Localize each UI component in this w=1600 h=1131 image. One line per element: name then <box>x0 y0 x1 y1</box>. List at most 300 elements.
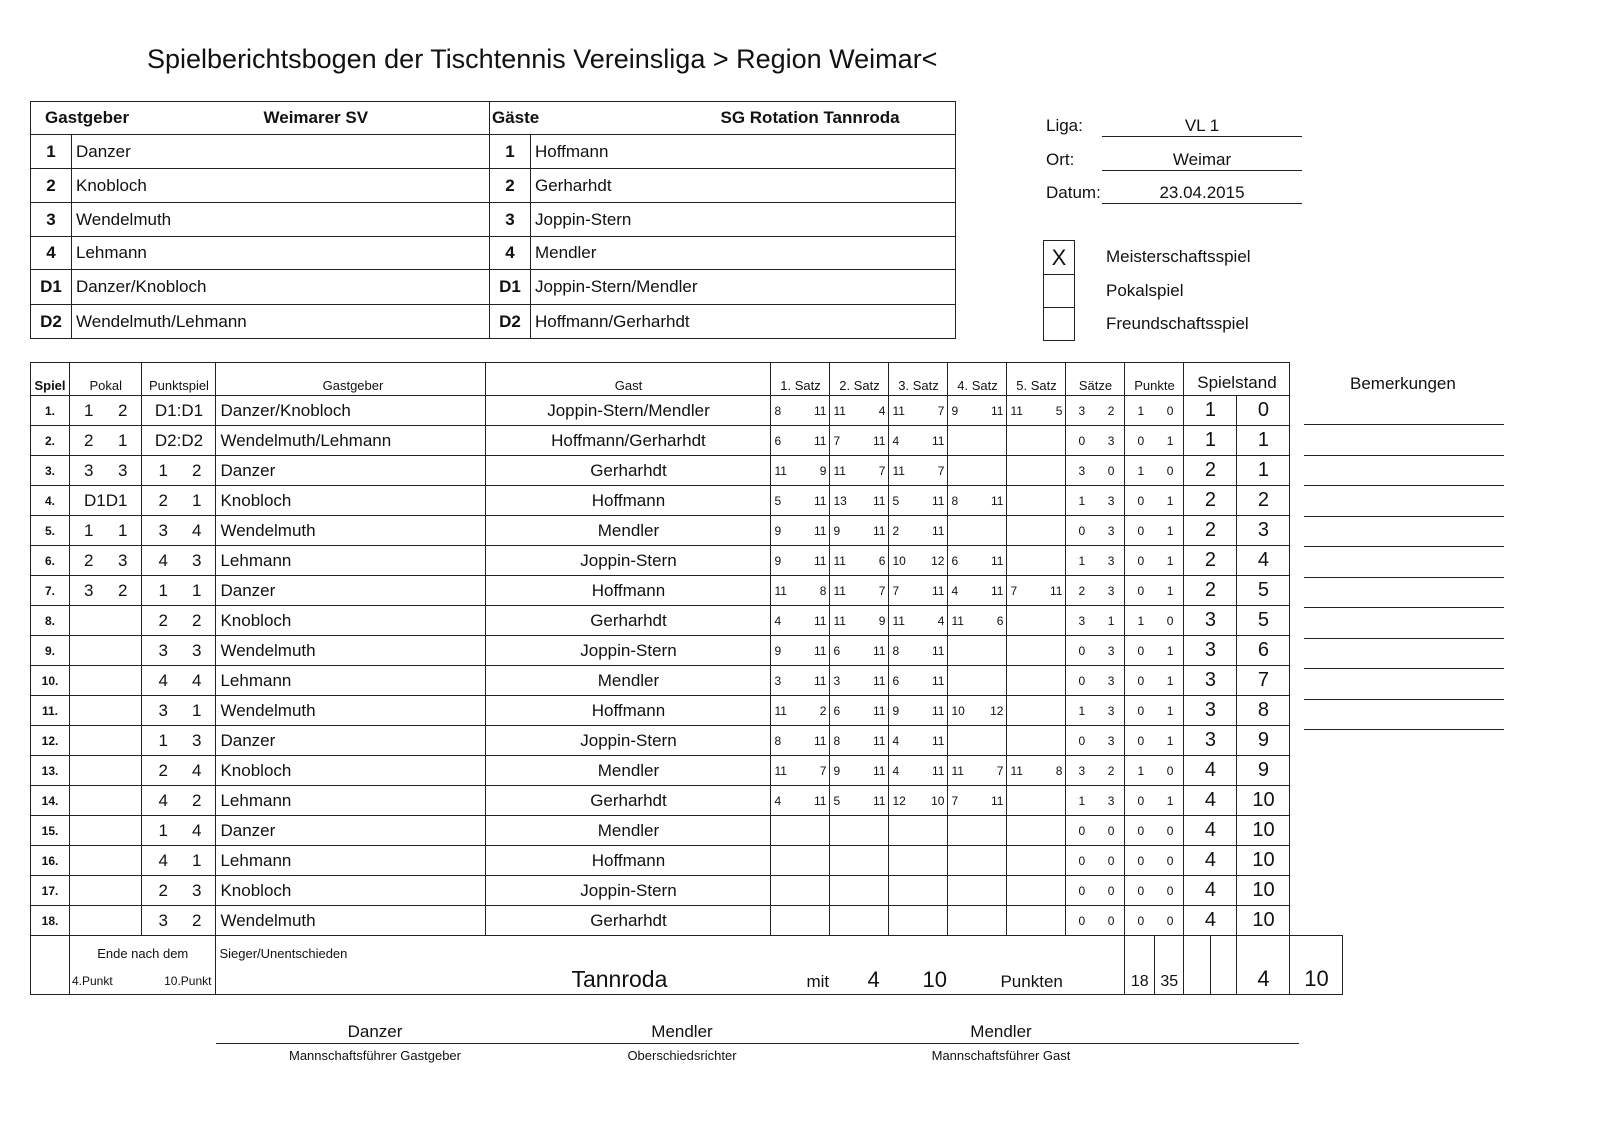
punktspiel-b: 2 <box>192 610 202 630</box>
game-row <box>31 876 1343 906</box>
punkte-host: 1 <box>1137 763 1145 778</box>
guest-player-num: 2 <box>490 169 531 203</box>
host-player-name: Danzer/Knobloch <box>72 270 490 305</box>
set-guest-points: 11 <box>873 793 886 808</box>
set-guest-points: 4 <box>937 613 945 628</box>
set-host-points: 11 <box>833 553 846 568</box>
set-host-points: 11 <box>774 583 787 598</box>
spielstand-guest: 1 <box>1237 456 1290 486</box>
set-guest-points: 11 <box>991 493 1004 508</box>
game-number: 15. <box>31 816 70 846</box>
saetze-guest: 3 <box>1107 553 1115 568</box>
set-host-points: 2 <box>892 523 900 538</box>
set-guest-points: 11 <box>932 583 945 598</box>
host-player: Danzer/Knobloch <box>216 396 486 426</box>
punkte-guest: 1 <box>1166 703 1174 718</box>
saetze-guest: 3 <box>1107 583 1115 598</box>
punktspiel-b: 1 <box>192 580 202 600</box>
col-spiel: Spiel <box>31 363 70 396</box>
punktspiel-a: 4 <box>158 550 168 570</box>
punkte-guest: 0 <box>1166 883 1174 898</box>
set-host-points: 4 <box>774 613 782 628</box>
col-punktspiel: Punktspiel <box>142 363 216 396</box>
punkte-guest: 1 <box>1166 673 1174 688</box>
set-guest-points: 11 <box>814 433 827 448</box>
punkte-host: 0 <box>1137 913 1145 928</box>
set-host-points: 4 <box>951 583 959 598</box>
saetze-guest: 3 <box>1107 433 1115 448</box>
set-host-points: 9 <box>833 523 841 538</box>
guest-player-name: Joppin-Stern <box>531 203 956 237</box>
punktspiel-a: 3 <box>158 640 168 660</box>
punktspiel-b: 4 <box>192 820 202 840</box>
set-guest-points: 11 <box>932 493 945 508</box>
spielstand-host: 2 <box>1184 486 1237 516</box>
guest-player-num: D1 <box>490 270 531 305</box>
host-player: Danzer <box>216 816 486 846</box>
col-satz3: 3. Satz <box>889 363 948 396</box>
sieger-value: Tannroda <box>571 966 668 992</box>
set-guest-points: 11 <box>991 403 1004 418</box>
pokal-b: 3 <box>118 550 128 570</box>
set-host-points: 11 <box>833 463 846 478</box>
saetze-guest: 3 <box>1107 733 1115 748</box>
pokal-b: 3 <box>118 460 128 480</box>
guest-player: Hoffmann <box>486 696 771 726</box>
punkte-host: 1 <box>1137 613 1145 628</box>
punktspiel: D1:D1 <box>142 396 216 426</box>
punktspiel-b: 4 <box>192 670 202 690</box>
ende-b: 10.Punkt <box>164 974 212 988</box>
saetze-host: 3 <box>1078 613 1086 628</box>
guest-player-name: Mendler <box>531 237 956 270</box>
set-host-points: 7 <box>892 583 900 598</box>
saetze-total-a: 18 <box>1125 936 1155 994</box>
set-guest-points: 11 <box>814 793 827 808</box>
punktspiel-b: 2 <box>192 790 202 810</box>
guest-player-name: Hoffmann <box>531 135 956 169</box>
game-number: 12. <box>31 726 70 756</box>
set-host-points: 9 <box>774 523 782 538</box>
remark-line[interactable] <box>1304 546 1504 547</box>
host-player: Knobloch <box>216 486 486 516</box>
remark-line[interactable] <box>1304 424 1504 425</box>
game-row <box>31 726 1343 756</box>
punktspiel-b: 3 <box>192 880 202 900</box>
remark-line[interactable] <box>1304 729 1504 730</box>
set-host-points: 7 <box>833 433 841 448</box>
set-guest-points: 7 <box>878 463 886 478</box>
guest-player-num: 4 <box>490 237 531 270</box>
game-number: 16. <box>31 846 70 876</box>
game-row <box>31 606 1343 636</box>
saetze-host: 1 <box>1078 493 1086 508</box>
set-host-points: 11 <box>1010 763 1023 778</box>
guest-player: Mendler <box>486 816 771 846</box>
saetze-guest: 2 <box>1107 763 1115 778</box>
signature-role: Mannschaftsführer Gastgeber <box>289 1048 461 1063</box>
set-host-points: 10 <box>951 703 965 718</box>
game-number: 9. <box>31 636 70 666</box>
saetze-host: 1 <box>1078 703 1086 718</box>
remark-line[interactable] <box>1304 668 1504 669</box>
set-host-points: 5 <box>892 493 900 508</box>
punktspiel-b: 1 <box>192 850 202 870</box>
col-satz1: 1. Satz <box>771 363 830 396</box>
set-guest-points: 6 <box>878 553 886 568</box>
team-row <box>31 237 956 270</box>
punktspiel-a: 4 <box>158 790 168 810</box>
set-host-points: 11 <box>833 613 846 628</box>
col-punkte: Punkte <box>1125 363 1184 396</box>
bemerkungen-label: Bemerkungen <box>1350 374 1456 393</box>
final-stand-b: 10 <box>1290 936 1343 995</box>
game-number: 10. <box>31 666 70 696</box>
set-host-points: 11 <box>774 703 787 718</box>
pokal-a: 1 <box>84 520 94 540</box>
punkte-guest: 0 <box>1166 463 1174 478</box>
set-guest-points: 12 <box>931 553 945 568</box>
punktspiel-b: 3 <box>192 730 202 750</box>
set-host-points: 6 <box>774 433 782 448</box>
spielstand-host: 2 <box>1184 516 1237 546</box>
set-host-points: 9 <box>892 703 900 718</box>
spielstand-host: 4 <box>1184 906 1237 936</box>
punktspiel-a: 1 <box>158 820 168 840</box>
saetze-guest: 0 <box>1107 883 1115 898</box>
set-host-points: 9 <box>833 763 841 778</box>
guest-player: Gerharhdt <box>486 906 771 936</box>
guest-player: Mendler <box>486 666 771 696</box>
spielstand-guest: 10 <box>1237 786 1290 816</box>
ende-label: Ende nach dem <box>97 946 189 961</box>
spielstand-guest: 2 <box>1237 486 1290 516</box>
guest-player: Gerharhdt <box>486 786 771 816</box>
game-number: 8. <box>31 606 70 636</box>
match-type-label: Freundschaftsspiel <box>1106 314 1249 333</box>
spielstand-host: 3 <box>1184 606 1237 636</box>
punkten-label: Punkten <box>1000 972 1063 991</box>
set-guest-points: 7 <box>996 763 1004 778</box>
remark-line[interactable] <box>1304 516 1504 517</box>
set-host-points: 5 <box>833 793 841 808</box>
host-player: Danzer <box>216 456 486 486</box>
game-row <box>31 906 1343 936</box>
saetze-guest: 0 <box>1107 913 1115 928</box>
saetze-guest: 3 <box>1107 673 1115 688</box>
set-guest-points: 7 <box>937 403 945 418</box>
saetze-host: 3 <box>1078 403 1086 418</box>
punkte-guest: 1 <box>1166 643 1174 658</box>
set-host-points: 11 <box>892 403 905 418</box>
set-guest-points: 11 <box>814 643 827 658</box>
saetze-total-b: 35 <box>1160 973 1179 990</box>
signature-role: Mannschaftsführer Gast <box>931 1048 1071 1063</box>
set-guest-points: 11 <box>873 763 886 778</box>
match-type-checkbox[interactable] <box>1043 274 1075 308</box>
signature-name: Mendler <box>651 1022 713 1041</box>
set-guest-points: 8 <box>1055 763 1063 778</box>
punkte-guest: 0 <box>1166 853 1174 868</box>
set-guest-points: 11 <box>873 703 886 718</box>
saetze-host: 0 <box>1078 523 1086 538</box>
spielstand-guest: 10 <box>1237 876 1290 906</box>
saetze-guest: 0 <box>1107 853 1115 868</box>
set-host-points: 11 <box>951 763 964 778</box>
game-number: 3. <box>31 456 70 486</box>
saetze-guest: 1 <box>1107 613 1115 628</box>
punkte-host: 0 <box>1137 643 1145 658</box>
set-host-points: 4 <box>892 733 900 748</box>
game-row <box>31 546 1343 576</box>
punktspiel-a: 3 <box>158 700 168 720</box>
spielstand-guest: 8 <box>1237 696 1290 726</box>
pokal-b: 1 <box>118 430 128 450</box>
game-row <box>31 756 1343 786</box>
spielstand-host: 4 <box>1184 816 1237 846</box>
punkte-guest: 1 <box>1166 793 1174 808</box>
host-player-num: 4 <box>31 237 72 270</box>
host-player: Knobloch <box>216 606 486 636</box>
set-guest-points: 11 <box>814 523 827 538</box>
host-player-name: Wendelmuth <box>72 203 490 237</box>
saetze-host: 0 <box>1078 733 1086 748</box>
host-player-name: Danzer <box>72 135 490 169</box>
summary-score-a: 4 <box>867 967 880 992</box>
remark-line[interactable] <box>1304 607 1504 608</box>
game-row <box>31 816 1343 846</box>
spielstand-host: 4 <box>1184 846 1237 876</box>
liga-value: VL 1 <box>1102 116 1302 137</box>
punktspiel-b: 1 <box>192 700 202 720</box>
col-gast: Gast <box>486 363 771 396</box>
spielstand-host: 3 <box>1184 726 1237 756</box>
set-guest-points: 11 <box>932 703 945 718</box>
guest-player-num: 1 <box>490 135 531 169</box>
team-row <box>31 203 956 237</box>
set-guest-points: 11 <box>814 673 827 688</box>
set-guest-points: 4 <box>878 403 886 418</box>
guest-player: Hoffmann <box>486 576 771 606</box>
set-host-points: 9 <box>774 553 782 568</box>
punkte-guest: 1 <box>1166 433 1174 448</box>
set-host-points: 4 <box>774 793 782 808</box>
spielstand-host: 3 <box>1184 636 1237 666</box>
teams-table <box>30 101 956 339</box>
ort-value: Weimar <box>1102 150 1302 171</box>
spielstand-guest: 5 <box>1237 576 1290 606</box>
match-type-checkbox[interactable]: X <box>1043 240 1075 275</box>
saetze-host: 0 <box>1078 853 1086 868</box>
guest-player: Gerharhdt <box>486 606 771 636</box>
punktspiel-a: 2 <box>158 880 168 900</box>
game-row <box>31 486 1343 516</box>
set-guest-points: 9 <box>819 463 827 478</box>
host-player-num: D2 <box>31 305 72 339</box>
spielstand-guest: 10 <box>1237 846 1290 876</box>
host-player-num: D1 <box>31 270 72 305</box>
host-player: Lehmann <box>216 846 486 876</box>
set-guest-points: 11 <box>873 733 886 748</box>
punkte-host: 1 <box>1137 463 1145 478</box>
set-host-points: 11 <box>1010 403 1023 418</box>
remark-line[interactable] <box>1304 699 1504 700</box>
punkte-guest: 0 <box>1166 403 1174 418</box>
signature-role: Oberschiedsrichter <box>627 1048 737 1063</box>
saetze-guest: 0 <box>1107 463 1115 478</box>
set-host-points: 6 <box>892 673 900 688</box>
punkte-host: 0 <box>1137 553 1145 568</box>
set-host-points: 4 <box>892 433 900 448</box>
punkte-host: 0 <box>1137 433 1145 448</box>
col-gastgeber: Gastgeber <box>216 363 486 396</box>
set-host-points: 13 <box>833 493 847 508</box>
pokal-a: D1 <box>84 490 106 510</box>
col-spielstand: Spielstand <box>1184 363 1290 396</box>
punktspiel-a: 2 <box>158 760 168 780</box>
punkte-guest: 0 <box>1166 763 1174 778</box>
host-player: Knobloch <box>216 756 486 786</box>
set-guest-points: 5 <box>1055 403 1063 418</box>
host-player: Lehmann <box>216 666 486 696</box>
host-player: Wendelmuth <box>216 906 486 936</box>
spielstand-host: 4 <box>1184 756 1237 786</box>
remark-line[interactable] <box>1304 455 1504 456</box>
guest-player-num: D2 <box>490 305 531 339</box>
punktspiel-b: 2 <box>192 910 202 930</box>
remark-line[interactable] <box>1304 485 1504 486</box>
punkte-host: 0 <box>1137 673 1145 688</box>
guest-player: Mendler <box>486 516 771 546</box>
saetze-host: 0 <box>1078 823 1086 838</box>
punktspiel-a: 3 <box>158 520 168 540</box>
col-satz2: 2. Satz <box>830 363 889 396</box>
guest-player: Hoffmann <box>486 846 771 876</box>
spielstand-guest: 9 <box>1237 726 1290 756</box>
saetze-host: 0 <box>1078 433 1086 448</box>
host-player: Knobloch <box>216 876 486 906</box>
saetze-guest: 3 <box>1107 793 1115 808</box>
pokal-b: 1 <box>118 520 128 540</box>
guest-player: Joppin-Stern <box>486 876 771 906</box>
punktspiel-b: 3 <box>192 550 202 570</box>
saetze-host: 3 <box>1078 763 1086 778</box>
set-host-points: 7 <box>1010 583 1018 598</box>
pokal-b: 2 <box>118 400 128 420</box>
punkte-host: 0 <box>1137 883 1145 898</box>
spielstand-host: 1 <box>1184 426 1237 456</box>
set-guest-points: 11 <box>873 493 886 508</box>
game-row <box>31 576 1343 606</box>
saetze-host: 1 <box>1078 553 1086 568</box>
page-title: Spielberichtsbogen der Tischtennis Vereinsliga > Region Weimar< <box>147 44 938 74</box>
team-row <box>31 169 956 203</box>
set-guest-points: 11 <box>1050 583 1063 598</box>
signature-line <box>216 1043 1299 1044</box>
col-pokal: Pokal <box>70 363 142 396</box>
spielstand-host: 2 <box>1184 576 1237 606</box>
spielstand-host: 3 <box>1184 666 1237 696</box>
set-host-points: 9 <box>774 643 782 658</box>
host-player: Lehmann <box>216 546 486 576</box>
host-player: Danzer <box>216 726 486 756</box>
game-row <box>31 426 1343 456</box>
game-number: 14. <box>31 786 70 816</box>
set-guest-points: 11 <box>873 523 886 538</box>
set-host-points: 11 <box>833 583 846 598</box>
set-guest-points: 11 <box>814 733 827 748</box>
guest-player-name: Hoffmann/Gerharhdt <box>531 305 956 339</box>
guest-player-name: Gerharhdt <box>531 169 956 203</box>
host-player: Wendelmuth <box>216 636 486 666</box>
saetze-host: 0 <box>1078 913 1086 928</box>
team-row <box>31 270 956 305</box>
match-type-checkbox[interactable] <box>1043 307 1075 341</box>
set-guest-points: 11 <box>991 553 1004 568</box>
spielstand-guest: 0 <box>1237 396 1290 426</box>
punktspiel-b: 4 <box>192 760 202 780</box>
punktspiel-a: 4 <box>158 850 168 870</box>
punkte-guest: 1 <box>1166 553 1174 568</box>
set-guest-points: 9 <box>878 613 886 628</box>
host-player: Wendelmuth <box>216 516 486 546</box>
punkte-host: 1 <box>1137 403 1145 418</box>
set-host-points: 10 <box>892 553 906 568</box>
spielstand-guest: 7 <box>1237 666 1290 696</box>
set-guest-points: 2 <box>819 703 827 718</box>
set-host-points: 11 <box>892 463 905 478</box>
punktspiel-b: 2 <box>192 460 202 480</box>
set-host-points: 6 <box>951 553 959 568</box>
host-header <box>31 102 490 135</box>
saetze-guest: 0 <box>1107 823 1115 838</box>
game-number: 5. <box>31 516 70 546</box>
game-number: 11. <box>31 696 70 726</box>
saetze-guest: 3 <box>1107 643 1115 658</box>
host-player-name: Lehmann <box>72 237 490 270</box>
host-player-num: 3 <box>31 203 72 237</box>
set-guest-points: 11 <box>814 403 827 418</box>
guest-player: Joppin-Stern <box>486 546 771 576</box>
guest-player: Hoffmann <box>486 486 771 516</box>
summary-row <box>31 936 1343 995</box>
set-host-points: 3 <box>774 673 782 688</box>
mit-label: mit <box>806 972 830 991</box>
set-host-points: 6 <box>833 643 841 658</box>
saetze-host: 1 <box>1078 793 1086 808</box>
spielstand-host: 2 <box>1184 546 1237 576</box>
punkte-guest: 1 <box>1166 493 1174 508</box>
remark-line[interactable] <box>1304 577 1504 578</box>
set-host-points: 8 <box>892 643 900 658</box>
punkte-guest: 1 <box>1166 733 1174 748</box>
punkte-host: 0 <box>1137 703 1145 718</box>
summary-score-b: 10 <box>922 967 947 992</box>
punkte-guest: 0 <box>1166 823 1174 838</box>
set-guest-points: 6 <box>996 613 1004 628</box>
set-host-points: 3 <box>833 673 841 688</box>
punkte-host: 0 <box>1137 583 1145 598</box>
game-number: 13. <box>31 756 70 786</box>
remark-line[interactable] <box>1304 638 1504 639</box>
punktspiel-a: 3 <box>158 910 168 930</box>
set-guest-points: 11 <box>814 613 827 628</box>
punkte-host: 0 <box>1137 793 1145 808</box>
saetze-guest: 3 <box>1107 493 1115 508</box>
punktspiel: D2:D2 <box>142 426 216 456</box>
host-player-name: Knobloch <box>72 169 490 203</box>
spielstand-host: 2 <box>1184 456 1237 486</box>
